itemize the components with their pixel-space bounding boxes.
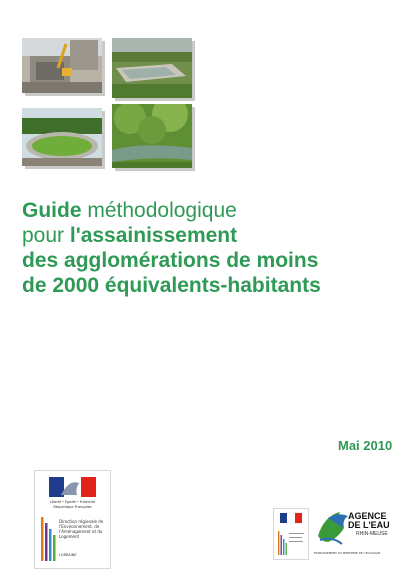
- title-pour: pour: [22, 224, 70, 247]
- title-assainissement: l'assainissement: [69, 224, 238, 247]
- flag-icon: [274, 509, 308, 559]
- republic-motto: Liberté • Égalité • Fraternité: [49, 500, 96, 504]
- republic-name: République Française: [53, 505, 92, 509]
- photo-river: [112, 104, 192, 168]
- publication-date: Mai 2010: [338, 438, 393, 453]
- title-methodologique: méthodologique: [81, 199, 237, 222]
- agence-name-line-3: RHIN-MEUSE: [356, 531, 388, 537]
- agence-eau-rhin-meuse-logo: [314, 508, 404, 564]
- agence-footer-text: ÉTABLISSEMENT DU MINISTÈRE DE L'ÉCOLOGIE: [314, 551, 381, 555]
- photo-construction-site: [22, 38, 102, 93]
- republique-francaise-small-logo: [273, 508, 309, 560]
- title-guide: Guide: [22, 199, 82, 222]
- dreal-lorraine-logo: [34, 470, 111, 569]
- dreal-direction-text: Direction régionale de l'Environnement, de l'Aménagement et du Logement: [59, 519, 104, 539]
- title-line-2: [22, 223, 402, 248]
- dreal-region-text: LORRAINE: [59, 553, 77, 557]
- document-title: [22, 198, 402, 298]
- photo-treatment-basins: [112, 38, 192, 98]
- title-line-4: de 2000 équivalents-habitants: [22, 274, 321, 297]
- title-line-3: des agglomérations de moins: [22, 249, 319, 272]
- photo-reed-bed: [22, 108, 102, 166]
- agence-name-line-1: AGENCE: [348, 511, 387, 521]
- title-line-1: [22, 198, 402, 223]
- agence-name-line-2: DE L'EAU: [348, 520, 390, 530]
